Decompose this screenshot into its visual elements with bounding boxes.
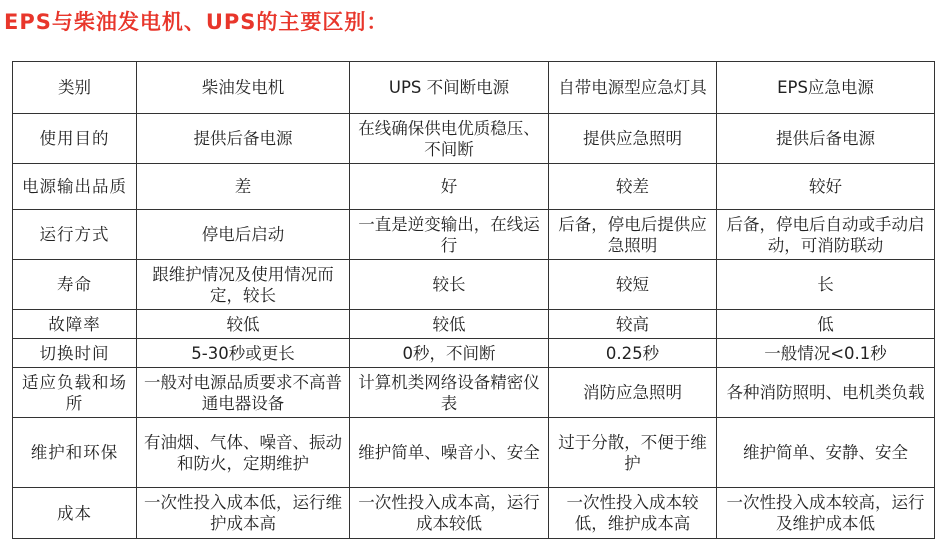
table-cell: 有油烟、气体、噪音、振动和防火，定期维护 <box>137 418 350 488</box>
table-cell: 较低 <box>137 310 350 339</box>
row-header: 切换时间 <box>13 339 137 368</box>
table-row <box>13 488 935 539</box>
table-cell: 提供后备电源 <box>717 114 935 164</box>
table-cell: 5-30秒或更长 <box>137 339 350 368</box>
table-cell: 差 <box>137 164 350 210</box>
header-cell-category: 类别 <box>13 62 137 114</box>
table-row <box>13 418 935 488</box>
row-header: 适应负载和场所 <box>13 368 137 418</box>
table-cell: 维护简单、安静、安全 <box>717 418 935 488</box>
row-header: 维护和环保 <box>13 418 137 488</box>
comparison-table <box>12 61 935 539</box>
table-cell: 长 <box>717 260 935 310</box>
table-cell: 一次性投入成本高，运行成本较低 <box>350 488 549 539</box>
table-cell: 较长 <box>350 260 549 310</box>
table-cell: 0.25秒 <box>549 339 717 368</box>
table-cell: 提供应急照明 <box>549 114 717 164</box>
header-cell-emergency-lamp: 自带电源型应急灯具 <box>549 62 717 114</box>
table-cell: 较好 <box>717 164 935 210</box>
table-cell: 消防应急照明 <box>549 368 717 418</box>
table-cell: 0秒，不间断 <box>350 339 549 368</box>
row-header: 运行方式 <box>13 210 137 260</box>
table-cell: 好 <box>350 164 549 210</box>
table-cell: 一次性投入成本较高，运行及维护成本低 <box>717 488 935 539</box>
table-row <box>13 260 935 310</box>
table-cell: 较差 <box>549 164 717 210</box>
table-cell: 提供后备电源 <box>137 114 350 164</box>
row-header: 故障率 <box>13 310 137 339</box>
table-row <box>13 368 935 418</box>
table-row <box>13 210 935 260</box>
table-cell: 较低 <box>350 310 549 339</box>
table-cell: 一般情况<0.1秒 <box>717 339 935 368</box>
table-cell: 在线确保供电优质稳压、不间断 <box>350 114 549 164</box>
table-cell: 一次性投入成本较低，维护成本高 <box>549 488 717 539</box>
table-cell: 较高 <box>549 310 717 339</box>
page-title: EPS与柴油发电机、UPS的主要区别： <box>4 10 389 34</box>
table-cell: 较短 <box>549 260 717 310</box>
table-row <box>13 114 935 164</box>
header-cell-eps: EPS应急电源 <box>717 62 935 114</box>
table-cell: 停电后启动 <box>137 210 350 260</box>
row-header: 使用目的 <box>13 114 137 164</box>
header-cell-ups: UPS 不间断电源 <box>350 62 549 114</box>
table-cell: 各种消防照明、电机类负载 <box>717 368 935 418</box>
table-cell: 后备，停电后自动或手动启动，可消防联动 <box>717 210 935 260</box>
table-cell: 后备，停电后提供应急照明 <box>549 210 717 260</box>
table-cell: 一般对电源品质要求不高普通电器设备 <box>137 368 350 418</box>
table-row <box>13 164 935 210</box>
table-cell: 低 <box>717 310 935 339</box>
row-header: 成本 <box>13 488 137 539</box>
table-cell: 维护简单、噪音小、安全 <box>350 418 549 488</box>
row-header: 寿命 <box>13 260 137 310</box>
table-cell: 一直是逆变输出，在线运行 <box>350 210 549 260</box>
table-row <box>13 310 935 339</box>
table-cell: 计算机类网络设备精密仪表 <box>350 368 549 418</box>
table-cell: 一次性投入成本低，运行维护成本高 <box>137 488 350 539</box>
table-cell: 过于分散，不便于维护 <box>549 418 717 488</box>
row-header: 电源输出品质 <box>13 164 137 210</box>
header-cell-diesel-generator: 柴油发电机 <box>137 62 350 114</box>
table-cell: 跟维护情况及使用情况而定，较长 <box>137 260 350 310</box>
header-row <box>13 62 935 114</box>
table-row <box>13 339 935 368</box>
